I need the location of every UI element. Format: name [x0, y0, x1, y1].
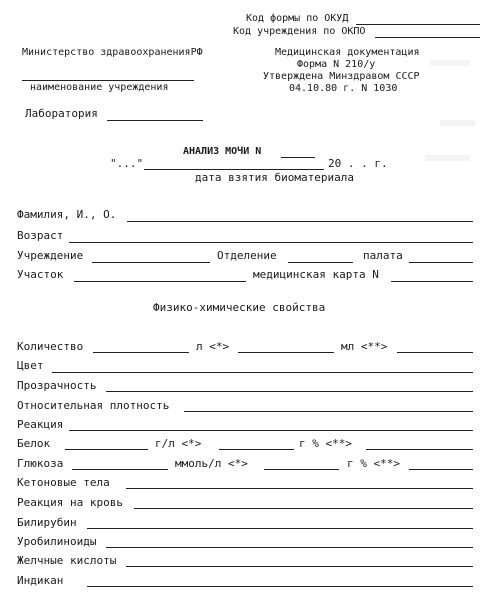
ketones-label: Кетоновые тела — [17, 476, 110, 489]
protein-extra-field[interactable] — [366, 449, 473, 450]
quantity-unit-liters: л <*> — [196, 340, 230, 353]
age-label: Возраст — [17, 229, 64, 242]
date-prefix: "..." — [110, 157, 144, 170]
district-field[interactable] — [74, 281, 246, 282]
ward-field[interactable] — [409, 262, 473, 263]
protein-percent-field[interactable] — [219, 449, 294, 450]
bile-acids-label: Желчные кислоты — [17, 554, 117, 567]
indican-field[interactable] — [87, 586, 473, 587]
glucose-percent-field[interactable] — [264, 469, 339, 470]
institution-caption: наименование учреждения — [30, 82, 169, 93]
approved-date: 04.10.80 г. N 1030 — [289, 83, 398, 94]
district-label: Участок — [17, 268, 64, 281]
protein-gl-field[interactable] — [65, 449, 148, 450]
bilirubin-label: Билирубин — [17, 516, 77, 529]
quantity-extra-field[interactable] — [397, 352, 473, 353]
okpo-label: Код учреждения по ОКПО — [233, 26, 366, 37]
okud-label: Код формы по ОКУД — [246, 13, 349, 24]
scan-artifact — [430, 60, 470, 66]
doc-title: Медицинская документация — [275, 47, 420, 58]
glucose-mmol-field[interactable] — [72, 469, 168, 470]
bile-acids-field[interactable] — [126, 566, 473, 567]
glucose-unit-mmol: ммоль/л <*> — [175, 457, 248, 470]
protein-unit-percent: г % <**> — [299, 437, 352, 450]
okpo-field[interactable] — [375, 37, 480, 38]
blood-reaction-field[interactable] — [134, 508, 473, 509]
institution-row-field[interactable] — [92, 262, 210, 263]
name-field[interactable] — [127, 221, 473, 222]
reaction-label: Реакция — [17, 418, 64, 431]
date-year: 20 . . г. — [328, 157, 388, 170]
density-label: Относительная плотность — [17, 399, 170, 412]
ministry-label: Министерство здравоохраненияРФ — [22, 47, 203, 58]
protein-label: Белок — [17, 437, 51, 450]
date-field[interactable] — [144, 169, 324, 170]
lab-label: Лаборатория — [25, 107, 98, 120]
glucose-label: Глюкоза — [17, 457, 64, 470]
glucose-extra-field[interactable] — [409, 469, 473, 470]
density-field[interactable] — [184, 411, 473, 412]
card-field[interactable] — [391, 281, 473, 282]
urobilinoids-field[interactable] — [106, 547, 473, 548]
protein-unit-gl: г/л <*> — [155, 437, 202, 450]
indican-label: Индикан — [17, 574, 64, 587]
department-label: Отделение — [217, 249, 277, 262]
card-label: медицинская карта N — [253, 268, 379, 281]
name-label: Фамилия, И., О. — [17, 208, 117, 221]
section-title: Физико-химические свойства — [153, 301, 326, 314]
ward-label: палата — [363, 249, 403, 262]
color-label: Цвет — [17, 359, 44, 372]
quantity-liters-field[interactable] — [93, 352, 189, 353]
lab-field[interactable] — [107, 120, 203, 121]
scan-artifact — [425, 155, 470, 161]
color-field[interactable] — [52, 372, 473, 373]
quantity-unit-ml: мл <**> — [341, 340, 388, 353]
scan-artifact — [440, 120, 475, 126]
institution-field[interactable] — [22, 80, 194, 81]
date-caption: дата взятия биоматериала — [195, 171, 354, 184]
glucose-unit-percent: г % <**> — [347, 457, 400, 470]
document-title: АНАЛИЗ МОЧИ N — [183, 146, 262, 157]
department-field[interactable] — [288, 262, 353, 263]
bilirubin-field[interactable] — [87, 528, 473, 529]
institution-row-label: Учреждение — [17, 249, 84, 262]
urobilinoids-label: Уробилиноиды — [17, 535, 97, 548]
blood-reaction-label: Реакция на кровь — [17, 496, 123, 509]
quantity-label: Количество — [17, 340, 84, 353]
transparency-field[interactable] — [106, 391, 473, 392]
okud-field[interactable] — [356, 24, 480, 25]
quantity-ml-field[interactable] — [238, 352, 334, 353]
approved-by: Утверждена Минздравом СССР — [263, 71, 420, 82]
transparency-label: Прозрачность — [17, 379, 97, 392]
reaction-field[interactable] — [69, 430, 473, 431]
form-number: Форма N 210/у — [297, 59, 376, 70]
age-field[interactable] — [69, 242, 473, 243]
analysis-number-field[interactable] — [281, 157, 315, 158]
ketones-field[interactable] — [126, 488, 473, 489]
